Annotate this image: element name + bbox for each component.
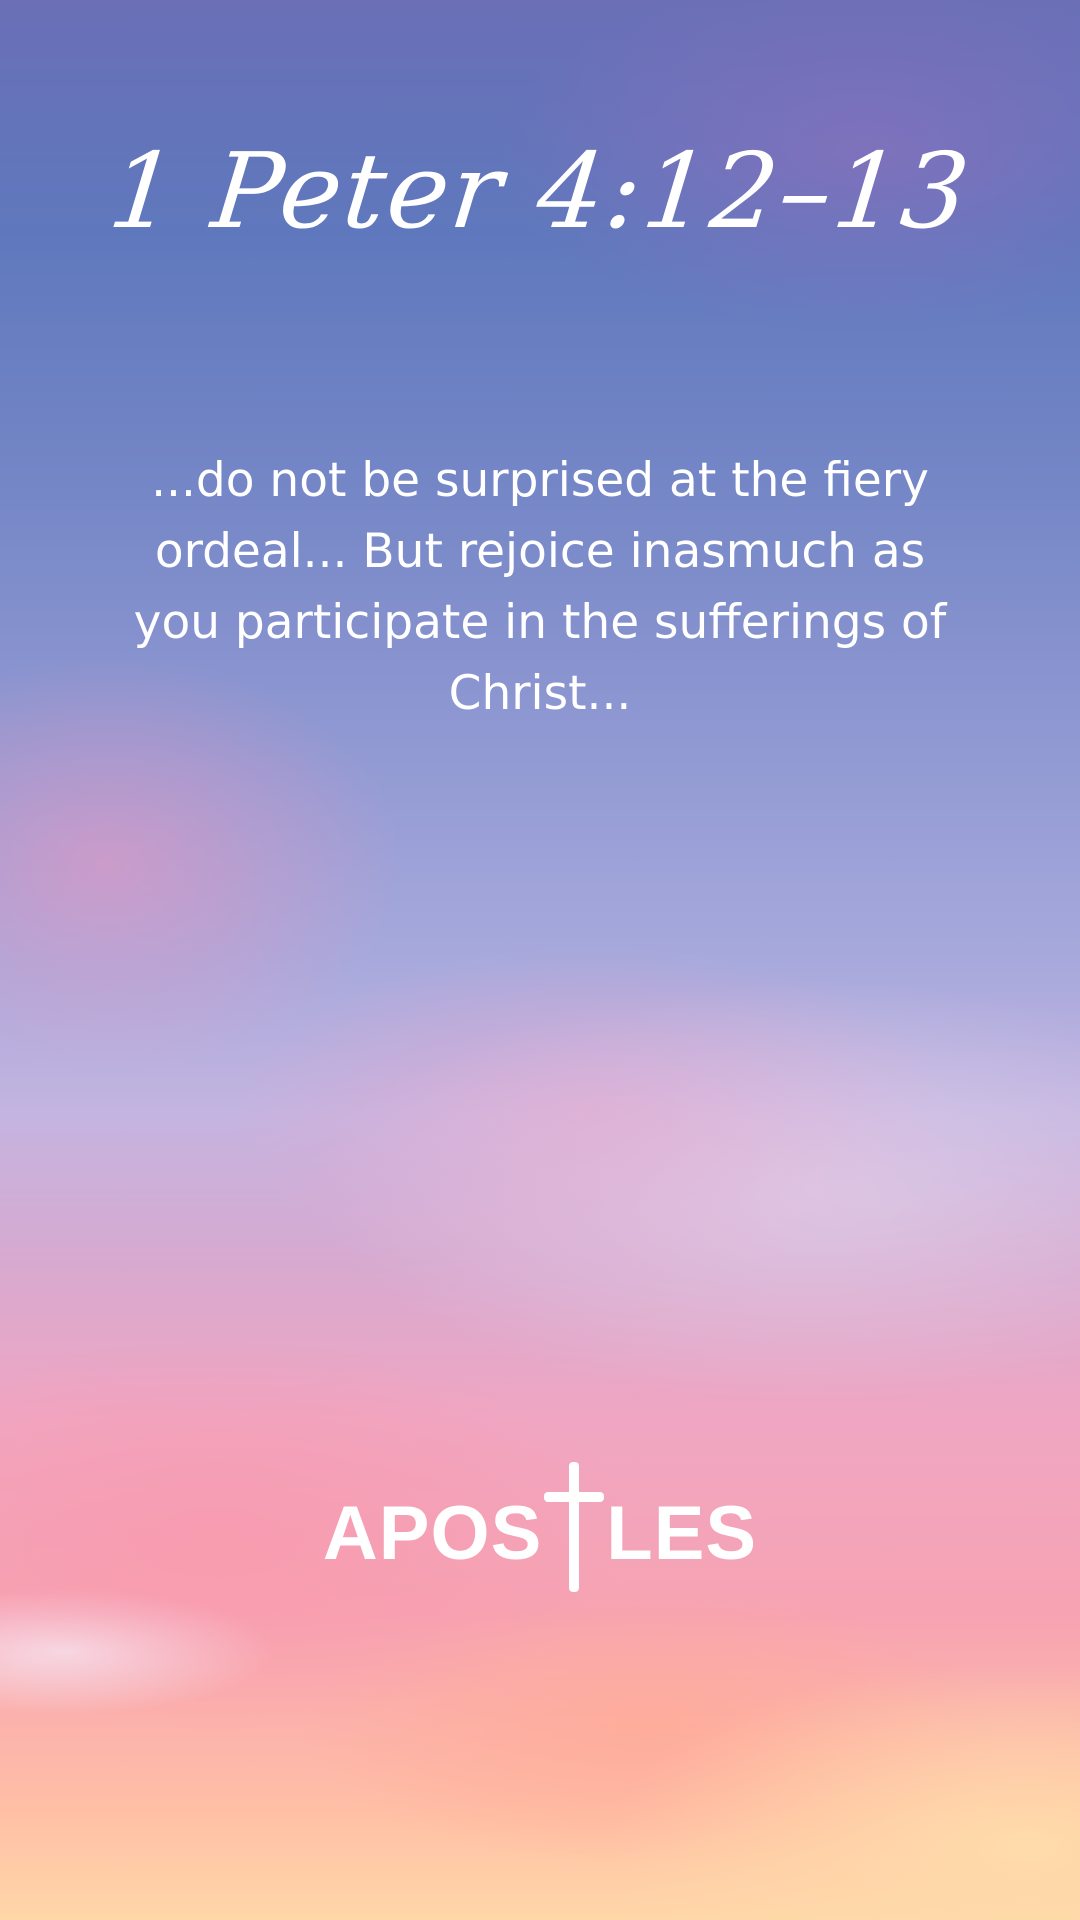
logo-text-left: APOS xyxy=(322,1490,543,1576)
cross-icon xyxy=(544,1462,604,1592)
apostles-logo xyxy=(0,1468,1080,1598)
verse-text: ...do not be surprised at the fiery ordeal... But rejoice inasmuch as you participate in the sufferings of Christ... xyxy=(133,453,947,721)
verse-reference: 1 Peter 4:12–13 xyxy=(103,130,977,252)
logo-text-right: LES xyxy=(606,1490,758,1576)
